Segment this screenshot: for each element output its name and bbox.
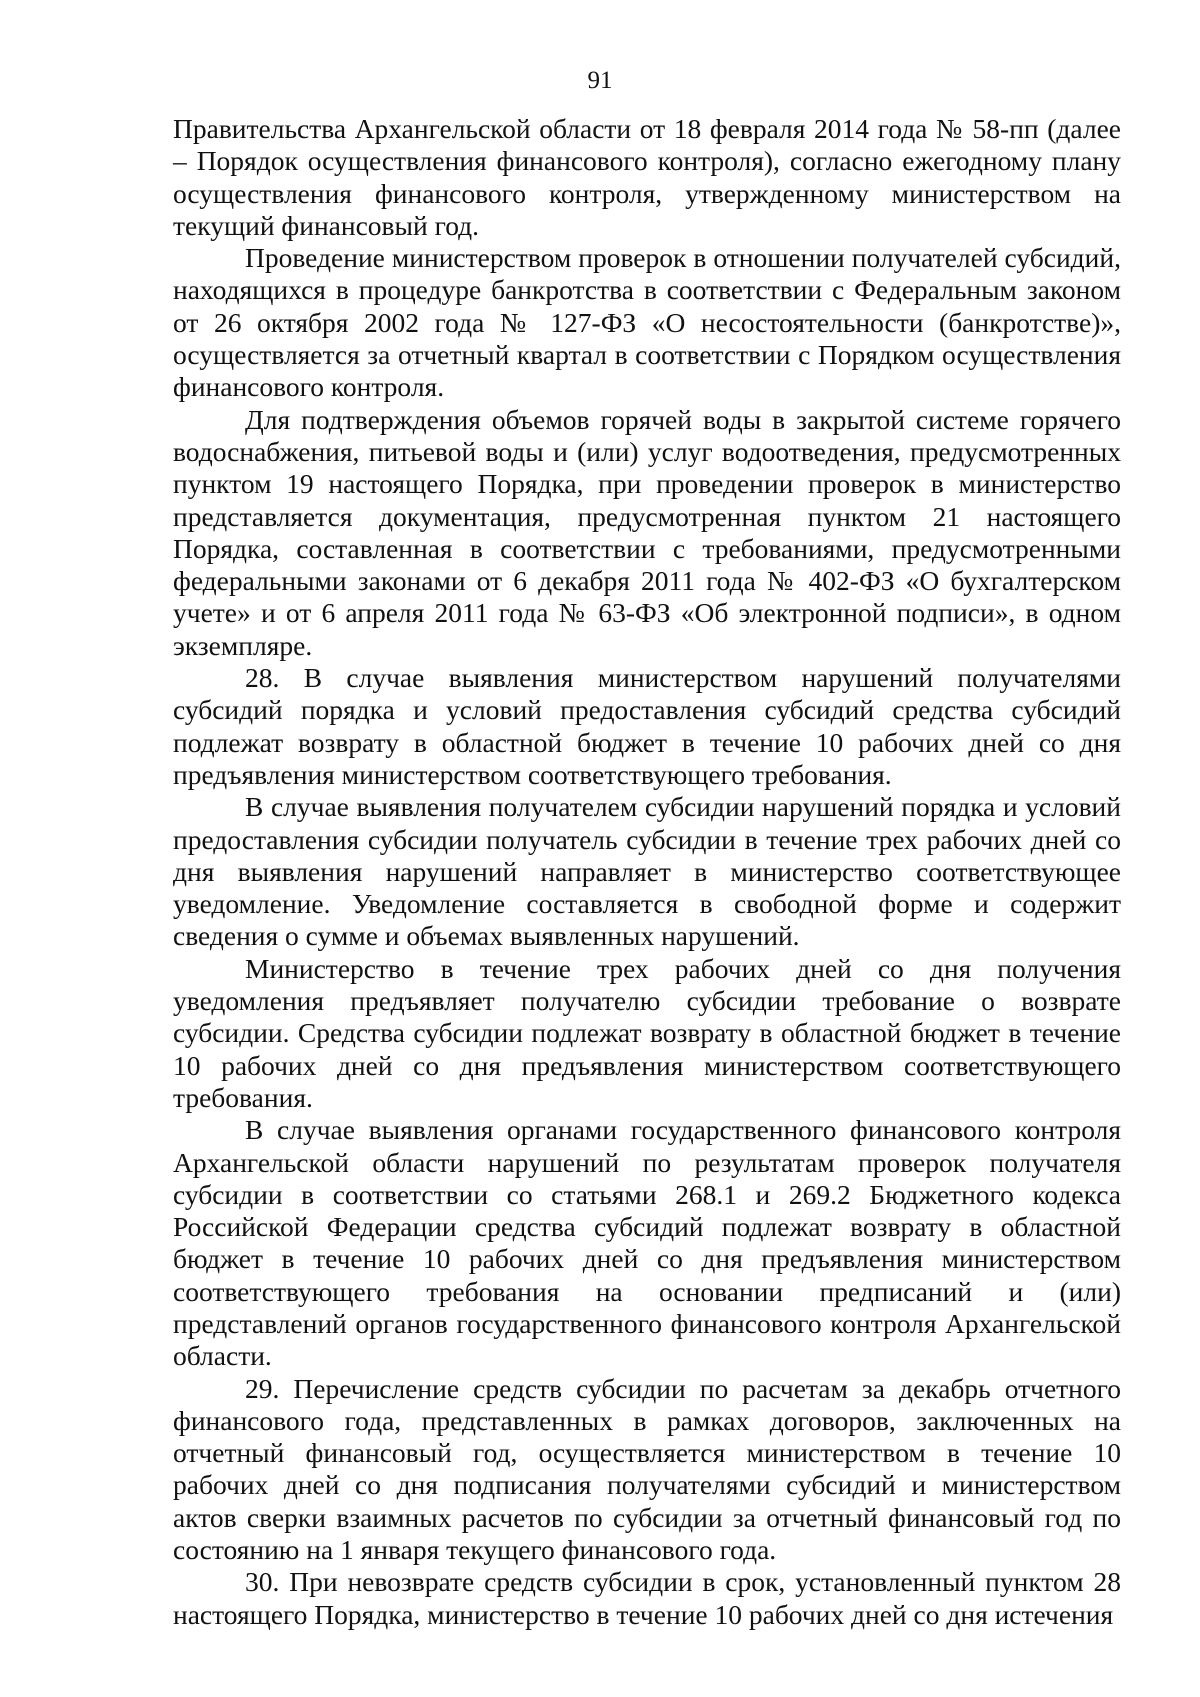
paragraph-continuation: Правительства Архангельской области от 18 февраля 2014 года № 58-пп (далее – Порядок осуществления финансового контроля), согласно ежегодному плану осуществления финансового контроля, утвержденному министерством на текущий финансовый год.: [173, 113, 1121, 241]
paragraph-recipient-violations: В случае выявления получателем субсидии нарушений порядка и условий предоставления субсидии получатель субсидии в течение трех рабочих дней со дня выявления нарушений направляет в министерство соответствующее уведомление. Уведомление составляется в свободной форме и содержит сведения о сумме и объемах выявленных нарушений.: [173, 791, 1121, 952]
document-body: [173, 113, 1121, 1631]
page-number: 91: [587, 67, 613, 94]
paragraph-state-control-violations: В случае выявления органами государственного финансового контроля Архангельской области нарушений по результатам проверок получателя субсидии в соответствии со статьями 268.1 и 269.2 Бюджетного кодекса Российской Федерации средства субсидий подлежат возврату в областной бюджет в течение 10 рабочих дней со дня предъявления министерством соответствующего требования на основании предписаний и (или) представлений органов государственного финансового контроля Архангельской области.: [173, 1114, 1121, 1372]
paragraph-clause-28: 28. В случае выявления министерством нарушений получателями субсидий порядка и условий предоставления субсидий средства субсидий подлежат возврату в областной бюджет в течение 10 рабочих дней со дня предъявления министерством соответствующего требования.: [173, 662, 1121, 790]
paragraph-clause-30: 30. При невозврате средств субсидии в срок, установленный пунктом 28 настоящего Порядка, министерство в течение 10 рабочих дней со дня истечения: [173, 1566, 1121, 1630]
paragraph-volume-confirmation: Для подтверждения объемов горячей воды в закрытой системе горячего водоснабжения, питьевой воды и (или) услуг водоотведения, предусмотренных пунктом 19 настоящего Порядка, при проведении проверок в министерство представляется документация, предусмотренная пунктом 21 настоящего Порядка, составленная в соответствии с требованиями, предусмотренными федеральными законами от 6 декабря 2011 года № 402-ФЗ «О бухгалтерском учете» и от 6 апреля 2011 года № 63-ФЗ «Об электронной подписи», в одном экземпляре.: [173, 403, 1121, 661]
paragraph-bankruptcy-checks: Проведение министерством проверок в отношении получателей субсидий, находящихся в процедуре банкротства в соответствии с Федеральным законом от 26 октября 2002 года № 127-ФЗ «О несостоятельности (банкротстве)», осуществляется за отчетный квартал в соответствии с Порядком осуществления финансового контроля.: [173, 242, 1121, 403]
paragraph-clause-29: 29. Перечисление средств субсидии по расчетам за декабрь отчетного финансового года, представленных в рамках договоров, заключенных на отчетный финансовый год, осуществляется министерством в течение 10 рабочих дней со дня подписания получателями субсидий и министерством актов сверки взаимных расчетов по субсидии за отчетный финансовый год по состоянию на 1 января текущего финансового года.: [173, 1372, 1121, 1566]
paragraph-ministry-requirement: Министерство в течение трех рабочих дней со дня получения уведомления предъявляет получателю субсидии требование о возврате субсидии. Средства субсидии подлежат возврату в областной бюджет в течение 10 рабочих дней со дня предъявления министерством соответствующего требования.: [173, 952, 1121, 1113]
